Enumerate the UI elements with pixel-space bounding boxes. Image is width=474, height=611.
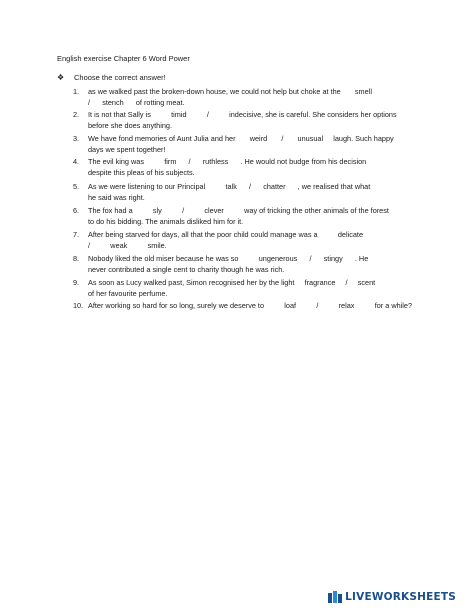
question-line: never contributed a single cent to charity though he was rich. xyxy=(88,265,285,274)
question-line: As we were listening to our Principal talk / chatter , we realised that what xyxy=(88,182,371,191)
worksheet-title: English exercise Chapter 6 Word Power xyxy=(57,54,190,63)
question-number: 5. xyxy=(73,182,80,191)
question-line: as we walked past the broken-down house, we could not help but choke at the smell xyxy=(88,87,372,96)
liveworksheets-logo-icon xyxy=(328,591,342,603)
question-number: 6. xyxy=(73,206,80,215)
question-line: / stench of rotting meat. xyxy=(88,98,185,107)
question-line: he said was right. xyxy=(88,193,145,202)
diamond-bullet-icon: ❖ xyxy=(57,73,65,82)
question-number: 7. xyxy=(73,230,80,239)
question-number: 2. xyxy=(73,110,80,119)
question-line: The evil king was firm / ruthless . He would not budge from his decision xyxy=(88,157,367,166)
liveworksheets-logo[interactable] xyxy=(328,591,456,603)
question-line: Nobody liked the old miser because he was so ungenerous / stingy . He xyxy=(88,254,369,263)
question-number: 8. xyxy=(73,254,80,263)
question-number: 10. xyxy=(73,301,84,310)
question-line: After working so hard for so long, surely we deserve to loaf / relax for a while? xyxy=(88,301,413,310)
question-line: After being starved for days, all that the poor child could manage was a delicate xyxy=(88,230,364,239)
question-line: As soon as Lucy walked past, Simon recognised her by the light fragrance / scent xyxy=(88,278,376,287)
question-number: 3. xyxy=(73,134,80,143)
instruction-text: Choose the correct answer! xyxy=(74,73,166,82)
question-line: of her favourite perfume. xyxy=(88,289,168,298)
logo-text: LIVEWORKSHEETS xyxy=(345,591,456,603)
question-line: The fox had a sly / clever way of tricking the other animals of the forest xyxy=(88,206,389,215)
question-line: We have fond memories of Aunt Julia and her weird / unusual laugh. Such happy xyxy=(88,134,394,143)
question-line: / weak smile. xyxy=(88,241,167,250)
instruction xyxy=(57,73,166,82)
question-line: days we spent together! xyxy=(88,145,166,154)
question-number: 9. xyxy=(73,278,80,287)
question-number: 1. xyxy=(73,87,80,96)
question-line: before she does anything. xyxy=(88,121,172,130)
question-line: despite this pleas of his subjects. xyxy=(88,168,195,177)
question-line: It is not that Sally is timid / indecisive, she is careful. She considers her options xyxy=(88,110,397,119)
question-number: 4. xyxy=(73,157,80,166)
question-line: to do his bidding. The animals disliked him for it. xyxy=(88,217,244,226)
